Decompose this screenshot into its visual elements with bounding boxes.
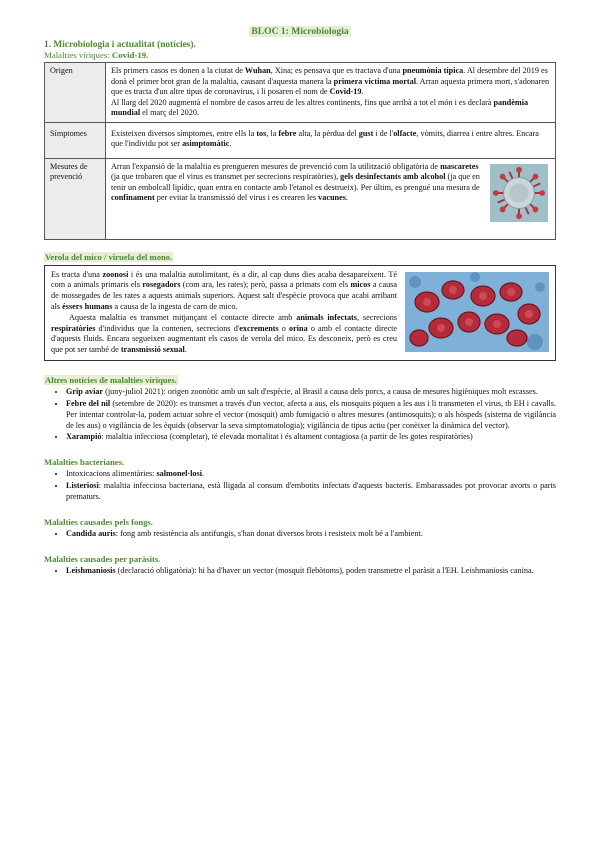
verola-paragraph: Aquesta malaltia es transmet mitjançant el contacte directe amb animals infectats, secrecions respiratòries d'individus que la contenen, secrecions d'excrements o orina o amb el contacte directe d'aquests fluids. Encara segueixen augmentant els casos de verola del mico. Es desconeix, però es creu que pot ser també de transmissió sexual. (51, 312, 397, 355)
fongs-heading: Malalties causades pels fongs. (44, 516, 153, 527)
row-label: Mesures de prevenció (45, 158, 106, 239)
page-title: BLOC 1: Microbiologia (251, 26, 349, 37)
row-content: Arran l'expansió de la malaltia es prengueren mesures de prevenció com la utilització obligatòria de mascaretes (ja que trobaren que el virus es transmet per secrecions respiratòries), gels desinfectants amb alcohol (ja que en tenir un embolcall lipídic, quan entra en contacte amb l'etanol es destrueix). Per últim, es prengué una mesura de confinament per evitar la transmissió del virus i es crearen les vacunes. (106, 158, 556, 239)
verola-box (44, 265, 556, 362)
altres-heading: Altres notícies de malalties víriques. (45, 375, 177, 386)
table-row (45, 122, 556, 158)
parasits-list (44, 566, 556, 577)
row-content: Els primers casos es donen a la ciutat de Wuhan, Xina; es pensava que es tractava d'una pneumònia típica. Al desembre del 2019 es donà el primer brot gran de la malaltia, causant d'aquesta manera la primera víctima mortal. Arran aquesta primera mort, s'adonaren que es tracta d'un altre tipus de coronavirus, i li posaren el nom de Covid-19. Al llarg del 2020 augmentà el nombre de casos arreu de les altres continents, fins que arribà a tot el món i es declarà pandèmia mundial el març del 2020. (106, 63, 556, 123)
fongs-list (44, 529, 556, 540)
list-item: • Febre del nil (setembre de 2020): es transmet a través d'un vector, afecta a aus, els mosquits piquen a les aus i li transmeten el virus, tb EH i cavalls. Per intentar controlar-la, podem actuar sobre el vector (mosquit) amb fumigació o altres mesures (antimosquits); o als hòspeds (sistema de vigilància de les aus) o vigilància de les èquids (observar la seva simptomatologia); vigilància de tipus actiu (per conèixer la dinàmica del vector). (66, 399, 556, 431)
section-subheading: Malalties víriques: Covid-19. (44, 50, 149, 60)
monkeypox-image (405, 272, 549, 352)
bacterianes-heading: Malalties bacterianes. (44, 457, 125, 468)
table-row (45, 158, 556, 239)
verola-heading: Verola del mico / viruela del mono. (45, 251, 173, 262)
altres-list (44, 387, 556, 443)
list-item: • Intoxicacions alimentàries: salmonel·losi. (66, 469, 556, 480)
verola-paragraph: Es tracta d'una zoonosi i és una malaltia autolimitant, és a dir, al cap duns dies acaba desapareixent. Té com a animals primaris els rosegadors (com ara, les rates); però, passa a primats com els micos a causa de mossegades de les rates a aquests animals superiors. Aquest salt d'espècie provoca que acabi arribant als éssers humans a causa de la ingesta de carn de mico. (51, 269, 397, 311)
row-label: Símptomes (45, 122, 106, 158)
table-row (45, 63, 556, 123)
row-content: Existeixen diversos símptomes, entre ells la tos, la febre alta, la pèrdua del gust i de l'olfacte, vòmits, diarrea i entre altres. Encara que l'individu pot ser asimptomàtic. (106, 122, 556, 158)
list-item: • Candida auris: fong amb resistència als antifungis, s'han donat diversos brots i resisteix molt bé a l'ambient. (66, 529, 556, 540)
covid-table (44, 62, 556, 240)
list-item: • Xarampió: malaltia infecciosa (completar), té elevada mortalitat i és altament contagiosa (a partir de les gotes respiratòries) (66, 432, 556, 443)
list-item: • Grip aviar (juny-juliol 2021): origen zoonòtic amb un salt d'espècie, al Brasil a causa dels porcs, a causa de mesures higièniques molt escasses. (66, 387, 556, 398)
coronavirus-image (490, 164, 548, 222)
parasits-heading: Malalties causades per paràsits. (44, 553, 161, 564)
list-item: • Listeriosi: malaltia infecciosa bacteriana, està lligada al consum d'embotits infectats d'aquests bacteris. Embarassades pot provocar avorts o parts prematurs. (66, 481, 556, 503)
section-heading: 1. Microbiologia i actualitat (notícies). (44, 40, 196, 50)
row-label: Origen (45, 63, 106, 123)
list-item: • Leishmaniosis (declaració obligatòria): hi ha d'haver un vector (mosquit flebòtoms), poden transmetre el paràsit a l'EH. Leishmaniosis canina. (66, 566, 556, 577)
bacterianes-list (44, 469, 556, 502)
